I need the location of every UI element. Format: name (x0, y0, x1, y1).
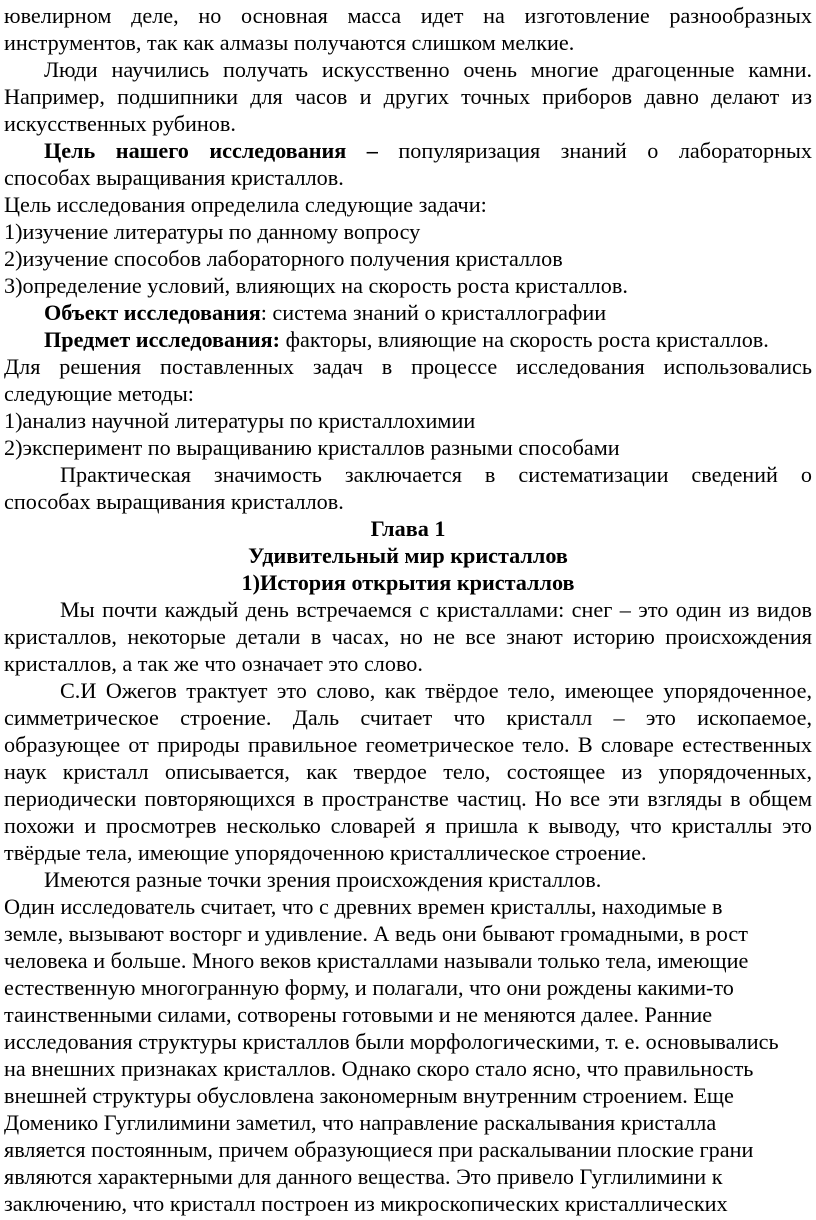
text-line: кристаллов, а так же что означает это слово. (4, 651, 423, 676)
text-line: земле, вызывают восторг и удивление. А ведь они бывают громадными, в рост (4, 921, 748, 946)
text-line: естественную многогранную форму, и полагали, что они рождены какими-то (4, 975, 734, 1000)
text-line: внешней структуры обусловлена закономерным внутренним строением. Еще (4, 1083, 734, 1108)
text-line: Доменико Гуглилимини заметил, что направление раскалывания кристалла (4, 1110, 717, 1135)
object-text: : система знаний о кристаллографии (260, 300, 607, 325)
text-line: твёрдые тела, имеющие упорядоченною кристаллическое строение. (4, 840, 647, 865)
text-line: является постоянным, причем образующиеся при раскалывании плоские грани (4, 1137, 754, 1162)
chapter-number: Глава 1 (370, 516, 446, 541)
text-line: заключению, что кристалл построен из микроскопических кристаллических (4, 1191, 728, 1216)
list-item: 2)изучение способов лабораторного получения кристаллов (4, 246, 563, 271)
list-item: 1)анализ научной литературы по кристаллохимии (4, 408, 476, 433)
text-line: Люди научились получать искусственно очень многие драгоценные камни. (44, 57, 812, 82)
goal-label: Цель нашего исследования – (44, 138, 378, 163)
text-line: Один исследователь считает, что с древних времен кристаллы, находимые в (4, 894, 723, 919)
text-line: способах выращивания кристаллов. (4, 489, 344, 514)
text-line: таинственными силами, сотворены готовыми и не меняются далее. Ранние (4, 1002, 713, 1027)
text-line: кристаллов, некоторые детали в часах, но не все знают историю происхождения (4, 624, 812, 649)
text-line: Мы почти каждый день встречаемся с кристаллами: снег – это один из видов (60, 597, 812, 622)
text-line: способах выращивания кристаллов. (4, 165, 344, 190)
object-line (4, 299, 812, 326)
subject-label: Предмет исследования: (44, 327, 281, 352)
text-line: человека и больше. Много веков кристаллами называли только тела, имеющие (4, 948, 749, 973)
text-line: искусственных рубинов. (4, 111, 236, 136)
chapter-title: Удивительный мир кристаллов (248, 543, 568, 568)
text-line: Для решения поставленных задач в процессе исследования использовались (4, 354, 812, 379)
list-item: 2)эксперимент по выращиванию кристаллов разными способами (4, 435, 620, 460)
goal-text: популяризация знаний о лабораторных (377, 138, 812, 163)
text-line: наук кристалл описывается, как твердое тело, состоящее из упорядоченных, (4, 759, 812, 784)
text-line: на внешних признаках кристаллов. Однако скоро стало ясно, что правильность (4, 1056, 754, 1081)
text-line: периодически повторяющихся в пространстве частиц. Но все эти взгляды в общем (4, 786, 812, 811)
list-item: 3)определение условий, влияющих на скорость роста кристаллов. (4, 273, 628, 298)
text-line: С.И Ожегов трактует это слово, как твёрдое тело, имеющее упорядоченное, (60, 678, 812, 703)
text-line: Цель исследования определила следующие задачи: (4, 192, 487, 217)
text-line: симметрическое строение. Даль считает что кристалл – это ископаемое, (4, 705, 812, 730)
text-line: исследования структуры кристаллов были морфологическими, т. е. основывались (4, 1029, 779, 1054)
object-label: Объект исследования (44, 300, 261, 325)
text-line: образующее от природы правильное геометрическое тело. В словаре естественных (4, 732, 812, 757)
goal-line (4, 137, 812, 164)
subject-line (4, 326, 812, 353)
list-item: 1)изучение литературы по данному вопросу (4, 219, 421, 244)
subject-text: факторы, влияющие на скорость роста кристаллов. (280, 327, 769, 352)
text-line: следующие методы: (4, 381, 194, 406)
text-line: инструментов, так как алмазы получаются слишком мелкие. (4, 30, 575, 55)
text-line: Например, подшипники для часов и других точных приборов давно делают из (4, 84, 812, 109)
text-line: Имеются разные точки зрения происхождения кристаллов. (44, 867, 602, 892)
text-line: являются характерными для данного вещества. Это привело Гуглилимини к (4, 1164, 723, 1189)
text-line: ювелирном деле, но основная масса идет на изготовление разнообразных (4, 3, 812, 28)
text-line: похожи и просмотрев несколько словарей я пришла к выводу, что кристаллы это (4, 813, 812, 838)
section-title: 1)История открытия кристаллов (241, 570, 575, 595)
text-line: Практическая значимость заключается в систематизации сведений о (60, 462, 812, 487)
